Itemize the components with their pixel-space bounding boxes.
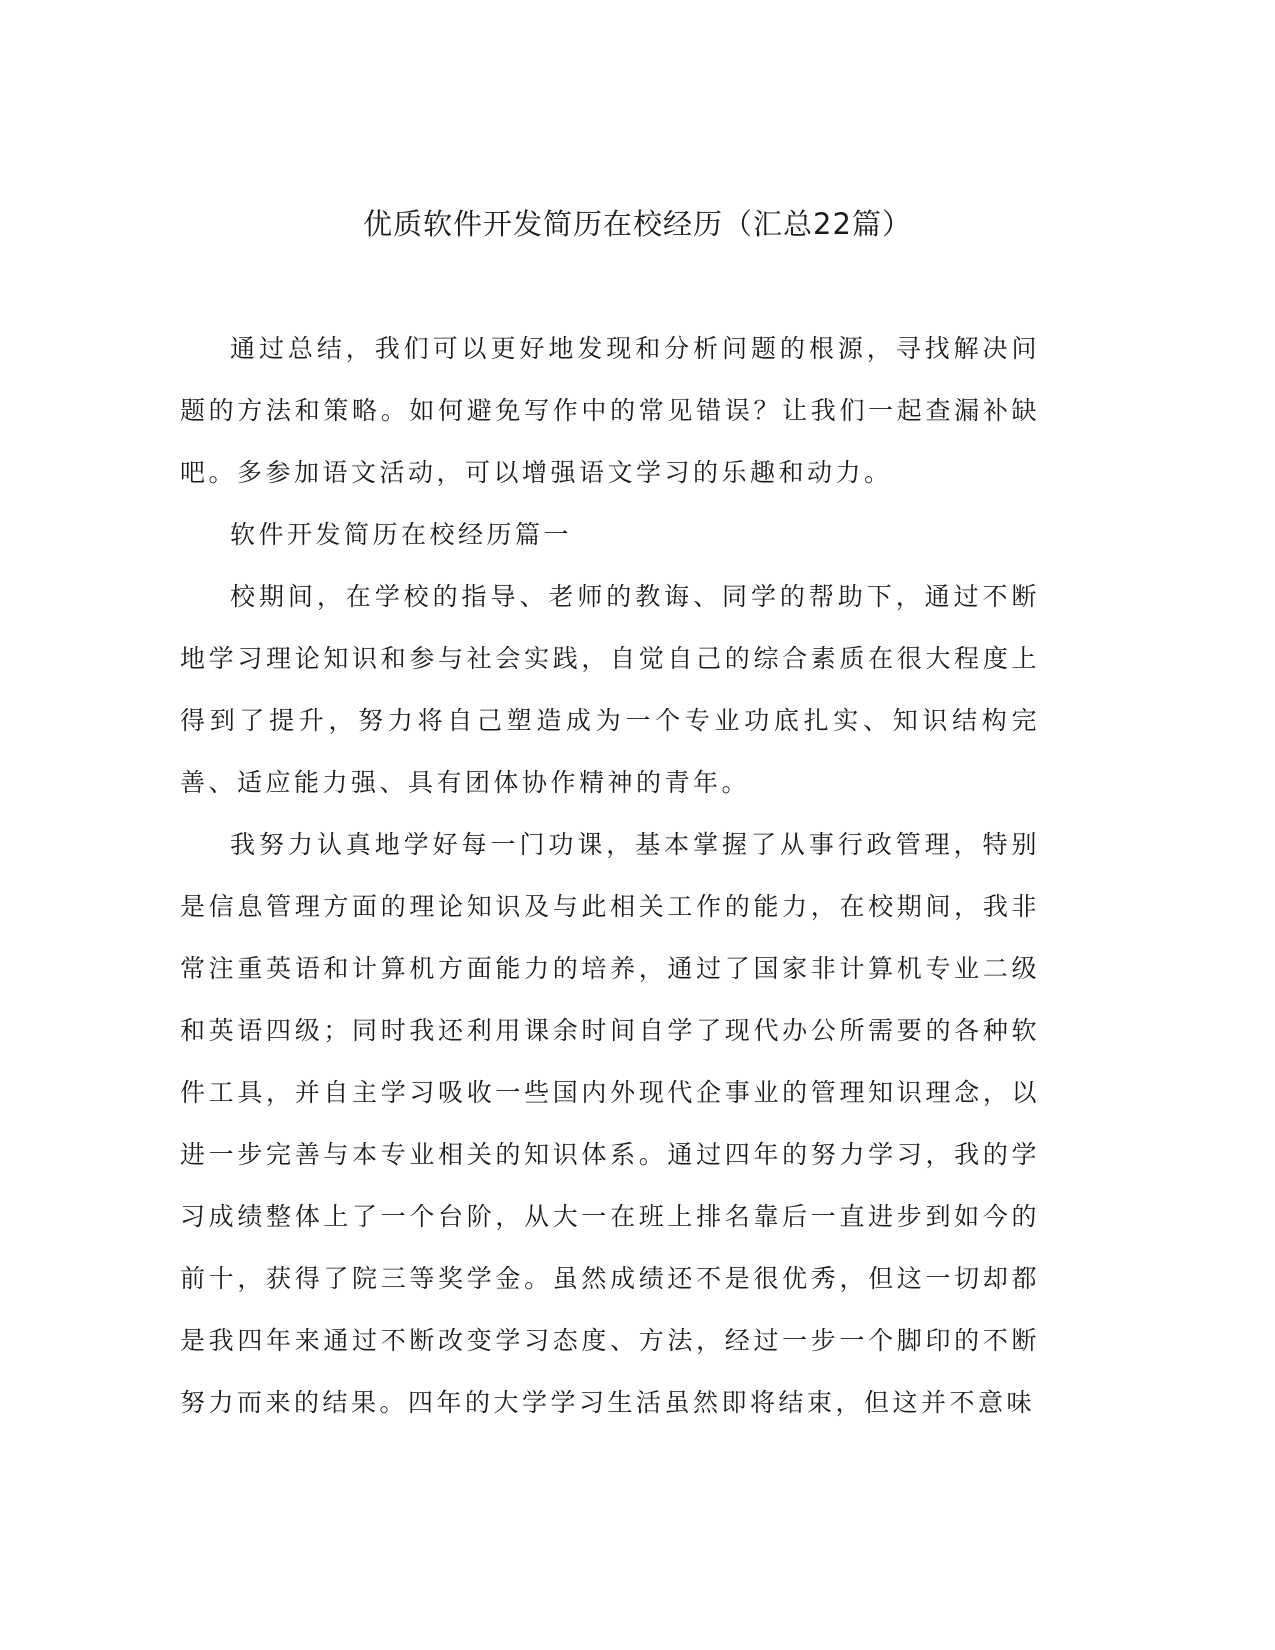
document-body	[180, 318, 1040, 1434]
paragraph-study: 我努力认真地学好每一门功课，基本掌握了从事行政管理，特别是信息管理方面的理论知识及与此相关工作的能力，在校期间，我非常注重英语和计算机方面能力的培养，通过了国家非计算机专业二级和英语四级；同时我还利用课余时间自学了现代办公所需要的各种软件工具，并自主学习吸收一些国内外现代企事业的管理知识理念，以进一步完善与本专业相关的知识体系。通过四年的努力学习，我的学习成绩整体上了一个台阶，从大一在班上排名靠后一直进步到如今的前十，获得了院三等奖学金。虽然成绩还不是很优秀，但这一切却都是我四年来通过不断改变学习态度、方法，经过一步一个脚印的不断努力而来的结果。四年的大学学习生活虽然即将结束，但这并不意味	[180, 830, 1040, 1417]
document-title: 优质软件开发简历在校经历（汇总22篇）	[363, 207, 912, 241]
paragraph-school-period: 校期间，在学校的指导、老师的教诲、同学的帮助下，通过不断地学习理论知识和参与社会实践，自觉自己的综合素质在很大程度上得到了提升，努力将自己塑造成为一个专业功底扎实、知识结构完善、适应能力强、具有团体协作精神的青年。	[180, 582, 1040, 797]
section-heading: 软件开发简历在校经历篇一	[230, 520, 573, 549]
paragraph-intro: 通过总结，我们可以更好地发现和分析问题的根源，寻找解决问题的方法和策略。如何避免写作中的常见错误？让我们一起查漏补缺吧。多参加语文活动，可以增强语文学习的乐趣和动力。	[180, 334, 1040, 487]
